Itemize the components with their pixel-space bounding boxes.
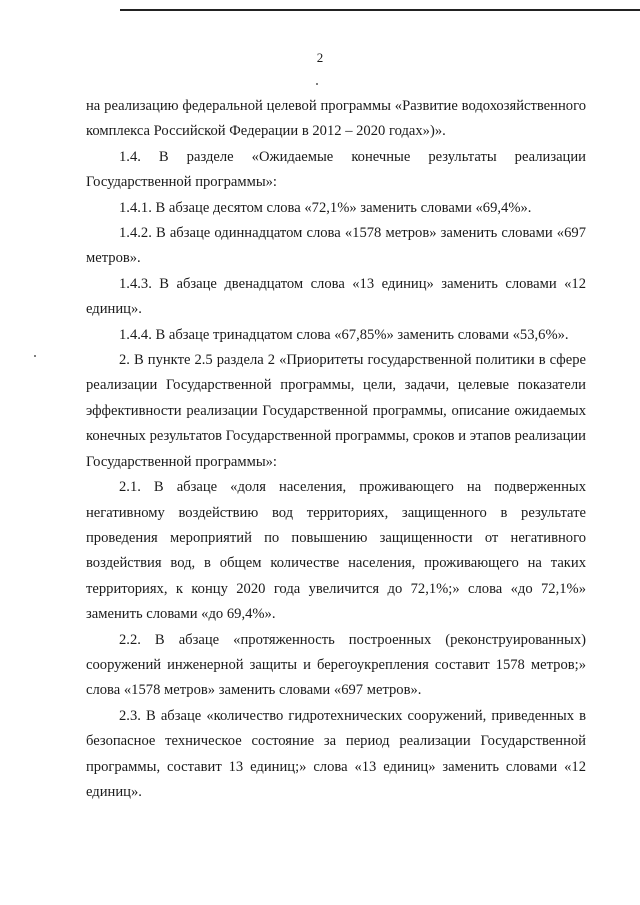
paragraph-1-4-4: 1.4.4. В абзаце тринадцатом слова «67,85%» заменить словами «53,6%». <box>119 326 569 343</box>
paragraph-1-4-2: 1.4.2. В абзаце одиннадцатом слова «1578 метров» заменить словами «697 метров». <box>86 225 586 267</box>
paragraph-2-2: 2.2. В абзаце «протяженность построенных (реконструированных) сооружений инженерной защиты и берегоукрепления составит 1578 метров;» слова «1578 метров» заменить словами «697 метров». <box>86 631 586 699</box>
paragraph-continuation: на реализацию федеральной целевой программы «Развитие водохозяйственного комплекса Российской Федерации в 2012 – 2020 годах»)». <box>86 98 586 140</box>
paragraph-1-4-1: 1.4.1. В абзаце десятом слова «72,1%» заменить словами «69,4%». <box>119 199 532 216</box>
paragraph-2: 2. В пункте 2.5 раздела 2 «Приоритеты государственной политики в сфере реализации Государственной программы, цели, задачи, целевые показатели эффективности реализации Государственной программы, описание ожидаемых конечных результатов Государственной программы, сроков и этапов реализации Государственной программы»: <box>86 352 586 470</box>
page-number: 2 <box>316 50 324 65</box>
top-rule <box>120 9 640 11</box>
paragraph-2-1: 2.1. В абзаце «доля населения, проживающего на подверженных негативному воздействию вод территориях, защищенного в результате проведения мероприятий по повышению защищенности от негативного воздействия вод, в общем количестве населения, проживающего на таких территориях, к концу 2020 года увеличится до 72,1%;» слова «до 72,1%» заменить словами «до 69,4%». <box>86 479 586 623</box>
scan-speck <box>34 355 36 357</box>
paragraph-1-4: 1.4. В разделе «Ожидаемые конечные результаты реализации Государственной программы»: <box>86 148 586 191</box>
scan-speck <box>316 83 318 85</box>
paragraph-2-3: 2.3. В абзаце «количество гидротехнических сооружений, приведенных в безопасное техническое состояние за период реализации Государственной программы, составит 13 единиц;» слова «13 единиц» заменить словами «12 единиц». <box>86 707 586 800</box>
paragraph-1-4-3: 1.4.3. В абзаце двенадцатом слова «13 единиц» заменить словами «12 единиц». <box>86 275 586 318</box>
document-body <box>86 94 586 805</box>
